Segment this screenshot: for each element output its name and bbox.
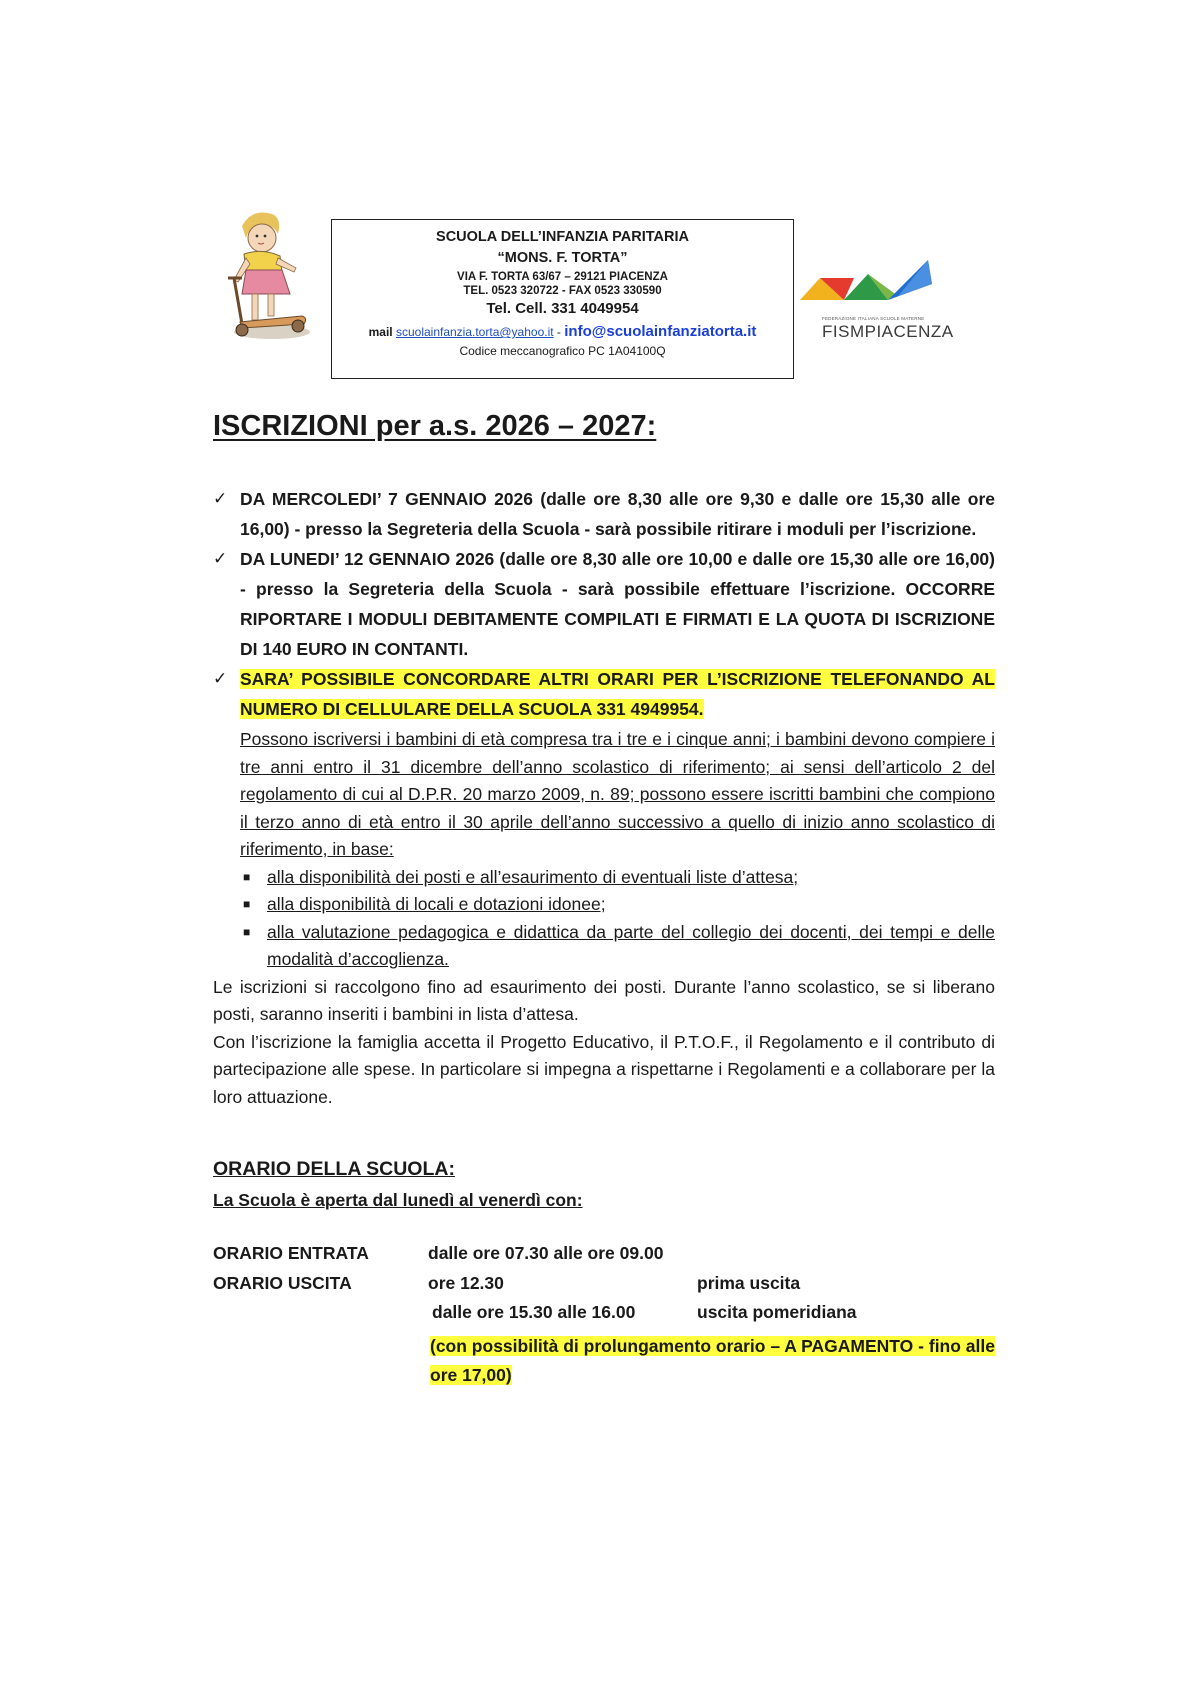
fism-small-text: FEDERAZIONE ITALIANA SCUOLE MATERNE xyxy=(822,316,925,321)
exit-time-2: dalle ore 15.30 alle 16.00 xyxy=(432,1302,636,1322)
extension-note xyxy=(430,1332,995,1390)
enrollment-item-highlighted: SARA’ POSSIBILE CONCORDARE ALTRI ORARI PER L’ISCRIZIONE TELEFONANDO AL NUMERO DI CELLULARE DELLA SCUOLA 331 4949954. xyxy=(240,669,995,719)
school-contacts xyxy=(332,323,793,340)
mail-separator: - xyxy=(553,325,565,339)
school-header-box xyxy=(331,219,794,379)
criteria-text: alla disponibilità di locali e dotazioni idonee; xyxy=(267,894,606,914)
entry-time: dalle ore 07.30 alle ore 09.00 xyxy=(428,1243,664,1263)
exit-time-1: ore 12.30 xyxy=(428,1273,504,1293)
exit-desc-1: prima uscita xyxy=(697,1273,801,1293)
school-tel-fax: TEL. 0523 320722 - FAX 0523 330590 xyxy=(463,285,662,297)
mail-label: mail xyxy=(368,325,393,339)
enrollment-item-text: DA MERCOLEDI’ 7 GENNAIO 2026 (dalle ore 8,30 alle ore 9,30 e dalle ore 15,30 alle ore 16,00) - presso la Segreteria della Scuola - sarà possibile ritirare i moduli per l’iscrizione. xyxy=(240,489,995,539)
exit-desc-2: uscita pomeridiana xyxy=(697,1302,857,1322)
school-child-logo xyxy=(212,208,322,343)
fism-word-bold: FISM xyxy=(822,322,865,341)
enrollment-item-text: DA LUNEDI’ 12 GENNAIO 2026 (dalle ore 8,30 alle ore 10,00 e dalle ore 15,30 alle ore 16,00) - presso la Segreteria della Scuola - sarà possibile effettuare l’iscrizione. OCCORRE RIPORTARE I MODULI DEBITAMENTE COMPILATI E FIRMATI E LA QUOTA DI ISCRIZIONE DI 140 EURO IN CONTANTI. xyxy=(240,549,995,659)
check-icon: ✓ xyxy=(213,489,228,508)
fism-word-light: PIACENZA xyxy=(864,322,954,341)
fism-wordmark xyxy=(822,322,954,342)
entry-label: ORARIO ENTRATA xyxy=(213,1243,369,1263)
fism-logo xyxy=(798,250,953,345)
square-bullet-icon: ■ xyxy=(243,897,251,911)
criteria-text: alla disponibilità dei posti e all’esaurimento di eventuali liste d’attesa; xyxy=(267,866,799,887)
school-title: “MONS. F. TORTA” xyxy=(497,250,628,266)
criteria-item-2 xyxy=(213,891,995,919)
criteria-item-3 xyxy=(213,919,995,974)
criteria-item-1 xyxy=(213,864,995,892)
acceptance-note: Con l’iscrizione la famiglia accetta il Progetto Educativo, il P.T.O.F., il Regolamento e il contributo di partecipazione alle spese. In particolare si impegna a rispettarne i Regolamenti e a collaborare per la loro attuazione. xyxy=(213,1031,995,1107)
enrollment-item-3 xyxy=(213,664,995,724)
enrollment-content xyxy=(213,484,995,1111)
page-title: ISCRIZIONI per a.s. 2026 – 2027: xyxy=(213,410,657,442)
website-email[interactable]: info@scuolainfanziatorta.it xyxy=(564,323,757,340)
schedule-subtitle: La Scuola è aperta dal lunedì al venerdì con: xyxy=(213,1190,583,1210)
school-address: VIA F. TORTA 63/67 – 29121 PIACENZA xyxy=(457,271,668,283)
schedule-title: ORARIO DELLA SCUOLA: xyxy=(213,1158,455,1180)
school-code: Codice meccanografico PC 1A04100Q xyxy=(459,344,666,358)
mail-link[interactable]: scuolainfanzia.torta@yahoo.it xyxy=(395,325,554,339)
waiting-list-note: Le iscrizioni si raccolgono fino ad esaurimento dei posti. Durante l’anno scolastico, se si liberano posti, saranno inseriti i bambini in lista d’attesa. xyxy=(213,976,995,1024)
extension-text: (con possibilità di prolungamento orario – A PAGAMENTO - fino alle ore 17,00) xyxy=(430,1336,995,1385)
school-cell: Tel. Cell. 331 4049954 xyxy=(486,300,639,317)
square-bullet-icon: ■ xyxy=(243,869,251,884)
square-bullet-icon: ■ xyxy=(243,924,251,939)
school-name: SCUOLA DELL’INFANZIA PARITARIA xyxy=(436,229,689,245)
enrollment-item-1 xyxy=(213,484,995,544)
enrollment-item-2 xyxy=(213,544,995,664)
check-icon: ✓ xyxy=(213,669,228,688)
eligibility-paragraph: Possono iscriversi i bambini di età compresa tra i tre e i cinque anni; i bambini devono compiere i tre anni entro il 31 dicembre dell’anno scolastico di riferimento; ai sensi dell’articolo 2 del regolamento di cui al D.P.R. 20 marzo 2009, n. 89; possono essere iscritti bambini che compiono il terzo anno di età entro il 30 aprile dell’anno successivo a quello di inizio anno scolastico di riferimento, in base: xyxy=(240,729,995,859)
exit-label: ORARIO USCITA xyxy=(213,1273,352,1293)
criteria-text: alla valutazione pedagogica e didattica da parte del collegio dei docenti, dei tempi e delle modalità d’accoglienza. xyxy=(267,921,995,969)
check-icon: ✓ xyxy=(213,549,228,568)
